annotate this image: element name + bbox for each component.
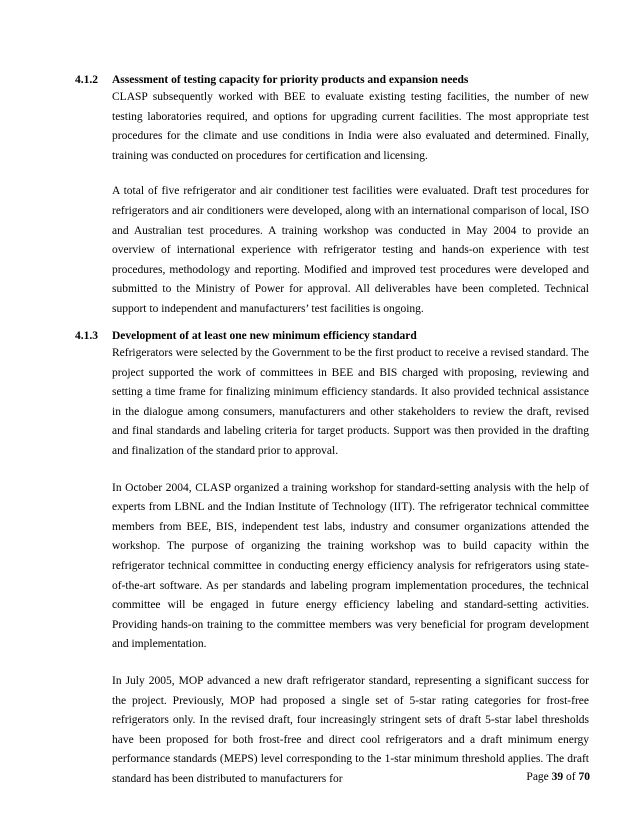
section-number: 4.1.2 [75,74,98,86]
section-heading [75,73,589,88]
section-heading [75,329,589,344]
paragraph: A total of five refrigerator and air conditioner test facilities were evaluated. Draft test procedures for refrigerators and air conditioners were developed, along with an international comparison of local, ISO and Australian test procedures. A training workshop was conducted in May 2004 to provide an overview of international experience with refrigerator testing and hands-on experience with test procedures, methodology and reporting. Modified and improved test procedures were developed and submitted to the Ministry of Power for approval. All deliverables have been completed. Technical support to independent and manufacturers’ test facilities is ongoing. [112,185,589,315]
total-pages: 70 [578,771,590,783]
paragraph: CLASP subsequently worked with BEE to evaluate existing testing facilities, the number of new testing laboratories required, and options for upgrading current facilities. The most appropriate test procedures for the climate and use conditions in India were also evaluated and determined. Finally, training was conducted on procedures for certification and licensing. [112,91,589,162]
section-title: Assessment of testing capacity for priority products and expansion needs [112,74,469,86]
page-footer [526,770,590,785]
paragraph: Refrigerators were selected by the Government to be the first product to receive a revised standard. The project supported the work of committees in BEE and BIS charged with proposing, reviewing and setting a time frame for finalizing minimum efficiency standards. It also provided technical assistance in the dialogue among consumers, manufacturers and other stakeholders to review the draft, revised and final standards and labeling criteria for target products. Support was then provided in the drafting and finalization of the standard prior to approval. [112,347,589,457]
section-title: Development of at least one new minimum efficiency standard [112,330,417,342]
page-label: Page [526,771,549,783]
page-number: 39 [551,771,564,783]
paragraph: In July 2005, MOP advanced a new draft refrigerator standard, representing a significant success for the project. Previously, MOP had proposed a single set of 5-star rating categories for frost-free refrigerators only. In the revised draft, four increasingly stringent sets of draft 5-star label thresholds have been proposed for both frost-free and direct cool refrigerators and a draft minimum energy performance standards (MEPS) level corresponding to the 1-star minimum threshold applies. The draft standard has been distributed to manufacturers for [112,674,589,785]
section-number: 4.1.3 [75,330,98,342]
of-label: of [566,771,576,783]
section-4-1-3 [75,329,589,789]
paragraph: In October 2004, CLASP organized a training workshop for standard-setting analysis with the help of experts from LBNL and the Indian Institute of Technology (IIT). The refrigerator technical committee members from BEE, BIS, independent test labs, industry and consumer organizations attended the workshop. The purpose of organizing the training workshop was to build capacity within the refrigerator technical committee in conducting energy efficiency analysis for refrigerators using state-of-the-art software. As per standards and labeling program implementation procedures, the technical committee will be engaged in future energy efficiency labeling and standard-setting activities. Providing hands-on training to the committee members was very beneficial for program development and implementation. [112,481,589,651]
section-4-1-2 [75,73,589,320]
